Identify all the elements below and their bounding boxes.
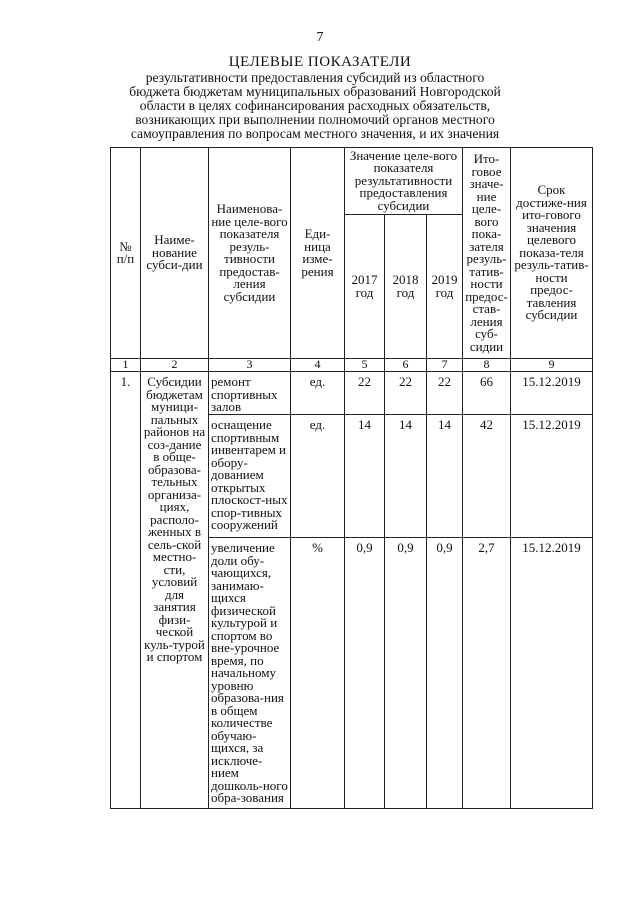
- value-2019: 14: [427, 415, 463, 538]
- column-number: 2: [141, 359, 209, 372]
- header-unit: Еди-ница изме-рения: [291, 148, 345, 359]
- header-value-group: Значение целе-вого показателя результативности предоставления субсидии: [345, 148, 463, 215]
- header-indicator: Наименова-ние целе-вого показателя резуль-тивности предостав-ления субсидии: [209, 148, 291, 359]
- header-year-2019: 2019 год: [427, 215, 463, 359]
- column-number: 9: [511, 359, 593, 372]
- deadline-date: 15.12.2019: [511, 538, 593, 809]
- value-2019: 22: [427, 372, 463, 415]
- column-number: 7: [427, 359, 463, 372]
- row-number: 1.: [111, 372, 141, 809]
- value-2018: 22: [385, 372, 427, 415]
- value-2019: 0,9: [427, 538, 463, 809]
- header-year-2017: 2017 год: [345, 215, 385, 359]
- document-title: ЦЕЛЕВЫЕ ПОКАЗАТЕЛИ: [228, 54, 412, 70]
- indicator-name: оснащение спортивным инвентарем и обору-дованием открытых плоскост-ных спор-тивных сооружений: [209, 415, 291, 538]
- value-2017: 22: [345, 372, 385, 415]
- header-total: Ито-говое значе-ние целе-вого пока-зателя резуль-татив-ности предос-став-ления суб-сидии: [463, 148, 511, 359]
- indicator-unit: %: [291, 538, 345, 809]
- header-row-top: [111, 148, 593, 215]
- total-value: 42: [463, 415, 511, 538]
- column-number: 4: [291, 359, 345, 372]
- header-deadline: Срок достиже-ния ито-гового значения целевого показа-теля резуль-татив-ности предос-тавления субсидии: [511, 148, 593, 359]
- indicator-unit: ед.: [291, 372, 345, 415]
- deadline-date: 15.12.2019: [511, 372, 593, 415]
- column-number: 8: [463, 359, 511, 372]
- column-number: 3: [209, 359, 291, 372]
- total-value: 66: [463, 372, 511, 415]
- column-number: 5: [345, 359, 385, 372]
- table-row: [111, 372, 593, 415]
- indicator-name: увеличение доли обу-чающихся, занимаю-щихся физической культурой и спортом во вне-урочное время, по начальному уровню образова-ния в общем количестве обучаю-щихся, за исключе-нием дошколь-ного обра-зования: [209, 538, 291, 809]
- value-2017: 14: [345, 415, 385, 538]
- indicator-unit: ед.: [291, 415, 345, 538]
- document-subtitle: результативности предоставления субсидий из областного бюджета бюджетам муниципальных образований Новгородской области в целях софинансирования расходных обязательств, возникающих при выполнении полномочий органов местного самоуправления по вопросам местного значения, и их значения: [129, 70, 501, 141]
- page-number: 7: [316, 30, 324, 45]
- deadline-date: 15.12.2019: [511, 415, 593, 538]
- total-value: 2,7: [463, 538, 511, 809]
- header-subsidy: Наиме-нование субси-дии: [141, 148, 209, 359]
- indicator-name: ремонт спортивных залов: [209, 372, 291, 415]
- value-2018: 0,9: [385, 538, 427, 809]
- targets-table: [110, 147, 593, 809]
- column-number: 1: [111, 359, 141, 372]
- value-2018: 14: [385, 415, 427, 538]
- column-number-row: [111, 359, 593, 372]
- subsidy-name: Субсидии бюджетам муници-пальных районов на соз-дание в обще-образова-тельных организа-циях, располо-женных в сель-ской местно-сти, условий для занятия физи-ческой куль-турой и спортом: [141, 372, 209, 809]
- value-2017: 0,9: [345, 538, 385, 809]
- header-year-2018: 2018 год: [385, 215, 427, 359]
- column-number: 6: [385, 359, 427, 372]
- header-num: № п/п: [111, 148, 141, 359]
